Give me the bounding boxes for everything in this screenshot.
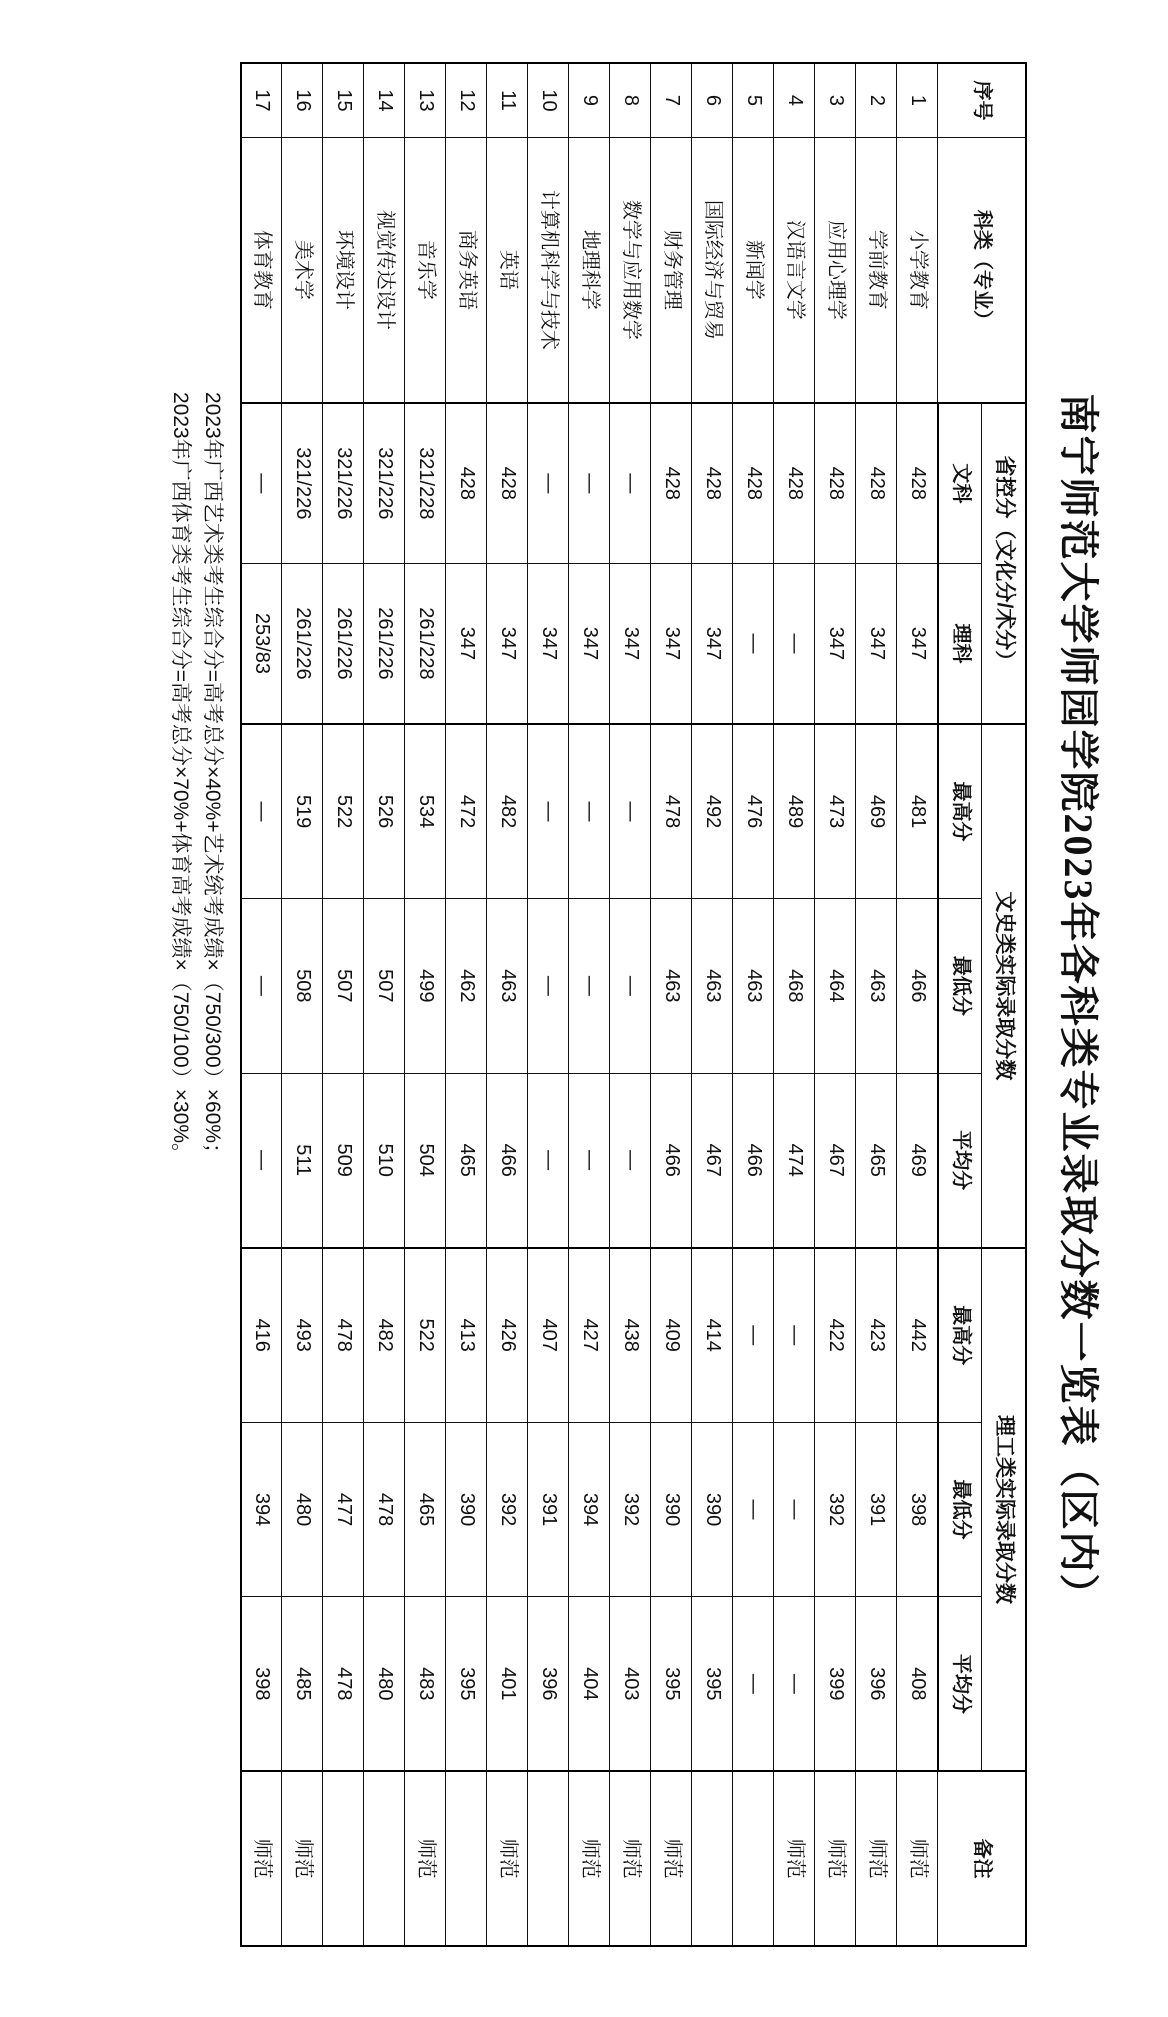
footnotes bbox=[165, 62, 228, 1947]
cell-liberal-min: 507 bbox=[364, 899, 405, 1074]
cell-science-max: 414 bbox=[692, 1248, 733, 1423]
cell-control-science: 347 bbox=[897, 563, 938, 724]
cell-note bbox=[528, 1771, 569, 1946]
cell-major: 汉语言文学 bbox=[774, 137, 815, 402]
cell-science-max: 426 bbox=[487, 1248, 528, 1423]
cell-liberal-min: 463 bbox=[733, 899, 774, 1074]
cell-liberal-min: 499 bbox=[405, 899, 446, 1074]
cell-major: 财务管理 bbox=[651, 137, 692, 402]
cell-liberal-max: 481 bbox=[897, 724, 938, 899]
cell-note: 师范 bbox=[569, 1771, 610, 1946]
cell-control-science: 347 bbox=[815, 563, 856, 724]
cell-note: 师范 bbox=[487, 1771, 528, 1946]
header-science-group: 理工类实际录取分数 bbox=[982, 1248, 1026, 1772]
cell-note: 师范 bbox=[774, 1771, 815, 1946]
cell-control-science: 261/228 bbox=[405, 563, 446, 724]
cell-liberal-min: 463 bbox=[856, 899, 897, 1074]
cell-liberal-avg: 466 bbox=[651, 1073, 692, 1248]
cell-science-min: 391 bbox=[856, 1422, 897, 1597]
cell-liberal-max: — bbox=[241, 724, 282, 899]
cell-control-liberal: 321/226 bbox=[282, 403, 323, 564]
cell-major: 新闻学 bbox=[733, 137, 774, 402]
cell-science-avg: 404 bbox=[569, 1597, 610, 1772]
cell-note bbox=[692, 1771, 733, 1946]
cell-index: 13 bbox=[405, 63, 446, 137]
cell-science-min: 394 bbox=[241, 1422, 282, 1597]
cell-control-liberal: 321/226 bbox=[364, 403, 405, 564]
table-row bbox=[692, 63, 733, 1946]
cell-note bbox=[364, 1771, 405, 1946]
cell-note: 师范 bbox=[815, 1771, 856, 1946]
cell-liberal-max: 534 bbox=[405, 724, 446, 899]
footnote-sports: 2023年广西体育类考生综合分=高考总分×70%+体育高考成绩×（750/100）×30%。 bbox=[169, 392, 193, 1165]
cell-science-avg: 396 bbox=[856, 1597, 897, 1772]
cell-control-liberal: 428 bbox=[815, 403, 856, 564]
header-science-max: 最高分 bbox=[938, 1248, 982, 1423]
cell-control-science: 347 bbox=[569, 563, 610, 724]
cell-science-max: 422 bbox=[815, 1248, 856, 1423]
table-row bbox=[774, 63, 815, 1946]
cell-liberal-avg: 504 bbox=[405, 1073, 446, 1248]
cell-control-science: 347 bbox=[610, 563, 651, 724]
cell-liberal-max: — bbox=[610, 724, 651, 899]
header-major: 科类（专业） bbox=[938, 137, 1026, 402]
header-control-score-group: 省控分（文化分/术分） bbox=[982, 403, 1026, 724]
cell-science-avg: 398 bbox=[241, 1597, 282, 1772]
cell-science-avg: 408 bbox=[897, 1597, 938, 1772]
table-row bbox=[241, 63, 282, 1946]
cell-control-science: 347 bbox=[487, 563, 528, 724]
cell-science-max: 478 bbox=[323, 1248, 364, 1423]
admission-scores-table bbox=[240, 62, 1027, 1947]
cell-science-min: 392 bbox=[815, 1422, 856, 1597]
cell-science-min: — bbox=[774, 1422, 815, 1597]
footnote-art: 2023年广西艺术类考生综合分=高考总分×40%+艺术统考成绩×（750/300）×60%； bbox=[201, 392, 224, 1165]
cell-index: 1 bbox=[897, 63, 938, 137]
cell-liberal-avg: — bbox=[610, 1073, 651, 1248]
cell-liberal-avg: 466 bbox=[733, 1073, 774, 1248]
cell-science-avg: 483 bbox=[405, 1597, 446, 1772]
table-row bbox=[815, 63, 856, 1946]
cell-index: 12 bbox=[446, 63, 487, 137]
cell-control-science: — bbox=[774, 563, 815, 724]
table-row bbox=[733, 63, 774, 1946]
cell-science-max: 442 bbox=[897, 1248, 938, 1423]
cell-liberal-avg: 466 bbox=[487, 1073, 528, 1248]
header-liberal-max: 最高分 bbox=[938, 724, 982, 899]
cell-science-avg: 485 bbox=[282, 1597, 323, 1772]
cell-note bbox=[446, 1771, 487, 1946]
cell-control-liberal: 428 bbox=[774, 403, 815, 564]
table-body bbox=[241, 63, 938, 1946]
cell-major: 视觉传达设计 bbox=[364, 137, 405, 402]
cell-liberal-max: 492 bbox=[692, 724, 733, 899]
cell-liberal-max: 469 bbox=[856, 724, 897, 899]
cell-liberal-max: 522 bbox=[323, 724, 364, 899]
header-note: 备注 bbox=[938, 1771, 1026, 1946]
cell-liberal-min: 464 bbox=[815, 899, 856, 1074]
cell-major: 英语 bbox=[487, 137, 528, 402]
cell-major: 数学与应用数学 bbox=[610, 137, 651, 402]
cell-science-max: 407 bbox=[528, 1248, 569, 1423]
table-row bbox=[569, 63, 610, 1946]
cell-science-min: 394 bbox=[569, 1422, 610, 1597]
cell-note: 师范 bbox=[241, 1771, 282, 1946]
cell-index: 4 bbox=[774, 63, 815, 137]
cell-liberal-min: — bbox=[241, 899, 282, 1074]
cell-major: 应用心理学 bbox=[815, 137, 856, 402]
cell-index: 17 bbox=[241, 63, 282, 137]
table-header bbox=[938, 63, 1026, 1946]
cell-liberal-avg: 467 bbox=[815, 1073, 856, 1248]
cell-science-max: 416 bbox=[241, 1248, 282, 1423]
table-header-row-group bbox=[982, 63, 1026, 1946]
cell-control-liberal: 321/226 bbox=[323, 403, 364, 564]
cell-science-max: 482 bbox=[364, 1248, 405, 1423]
cell-science-max: — bbox=[733, 1248, 774, 1423]
cell-index: 5 bbox=[733, 63, 774, 137]
cell-note: 师范 bbox=[651, 1771, 692, 1946]
header-index: 序号 bbox=[938, 63, 1026, 137]
cell-liberal-min: 463 bbox=[487, 899, 528, 1074]
cell-liberal-min: 468 bbox=[774, 899, 815, 1074]
cell-liberal-min: — bbox=[569, 899, 610, 1074]
cell-control-science: — bbox=[733, 563, 774, 724]
cell-control-liberal: — bbox=[569, 403, 610, 564]
cell-science-max: 493 bbox=[282, 1248, 323, 1423]
cell-science-avg: 401 bbox=[487, 1597, 528, 1772]
cell-index: 3 bbox=[815, 63, 856, 137]
cell-liberal-min: 463 bbox=[651, 899, 692, 1074]
cell-control-science: 261/226 bbox=[282, 563, 323, 724]
cell-liberal-avg: 474 bbox=[774, 1073, 815, 1248]
cell-control-liberal: 428 bbox=[692, 403, 733, 564]
cell-liberal-min: 508 bbox=[282, 899, 323, 1074]
cell-major: 音乐学 bbox=[405, 137, 446, 402]
table-row bbox=[610, 63, 651, 1946]
cell-science-min: 392 bbox=[487, 1422, 528, 1597]
cell-control-science: 347 bbox=[692, 563, 733, 724]
table-row bbox=[364, 63, 405, 1946]
header-control-liberal: 文科 bbox=[938, 403, 982, 564]
cell-science-avg: 395 bbox=[446, 1597, 487, 1772]
cell-science-avg: 403 bbox=[610, 1597, 651, 1772]
cell-index: 10 bbox=[528, 63, 569, 137]
cell-index: 11 bbox=[487, 63, 528, 137]
cell-note bbox=[323, 1771, 364, 1946]
cell-science-min: 390 bbox=[692, 1422, 733, 1597]
cell-science-max: 423 bbox=[856, 1248, 897, 1423]
table-row bbox=[405, 63, 446, 1946]
cell-liberal-min: 466 bbox=[897, 899, 938, 1074]
table-row bbox=[528, 63, 569, 1946]
cell-control-science: 347 bbox=[528, 563, 569, 724]
cell-liberal-max: 482 bbox=[487, 724, 528, 899]
page-title: 南宁师范大学师园学院2023年各科类专业录取分数一览表（区内） bbox=[1056, 393, 1101, 1616]
cell-control-science: 253/83 bbox=[241, 563, 282, 724]
cell-liberal-avg: — bbox=[569, 1073, 610, 1248]
cell-index: 7 bbox=[651, 63, 692, 137]
cell-control-science: 261/226 bbox=[364, 563, 405, 724]
cell-control-liberal: — bbox=[528, 403, 569, 564]
cell-major: 体育教育 bbox=[241, 137, 282, 402]
cell-major: 小学教育 bbox=[897, 137, 938, 402]
cell-liberal-avg: 465 bbox=[446, 1073, 487, 1248]
cell-science-min: 391 bbox=[528, 1422, 569, 1597]
cell-note: 师范 bbox=[856, 1771, 897, 1946]
cell-index: 8 bbox=[610, 63, 651, 137]
table-row bbox=[446, 63, 487, 1946]
cell-science-avg: — bbox=[733, 1597, 774, 1772]
cell-science-min: 478 bbox=[364, 1422, 405, 1597]
cell-control-liberal: 428 bbox=[733, 403, 774, 564]
cell-control-liberal: 428 bbox=[651, 403, 692, 564]
cell-major: 地理科学 bbox=[569, 137, 610, 402]
cell-note: 师范 bbox=[282, 1771, 323, 1946]
header-liberal-avg: 平均分 bbox=[938, 1073, 982, 1248]
cell-index: 9 bbox=[569, 63, 610, 137]
cell-liberal-max: 526 bbox=[364, 724, 405, 899]
cell-science-avg: 396 bbox=[528, 1597, 569, 1772]
cell-index: 6 bbox=[692, 63, 733, 137]
cell-science-min: 477 bbox=[323, 1422, 364, 1597]
cell-science-min: 398 bbox=[897, 1422, 938, 1597]
cell-index: 15 bbox=[323, 63, 364, 137]
cell-science-min: — bbox=[733, 1422, 774, 1597]
cell-science-max: 409 bbox=[651, 1248, 692, 1423]
cell-liberal-max: 473 bbox=[815, 724, 856, 899]
cell-control-science: 261/226 bbox=[323, 563, 364, 724]
cell-major: 学前教育 bbox=[856, 137, 897, 402]
header-control-science: 理科 bbox=[938, 563, 982, 724]
cell-control-liberal: 428 bbox=[487, 403, 528, 564]
cell-control-liberal: — bbox=[241, 403, 282, 564]
cell-liberal-avg: 510 bbox=[364, 1073, 405, 1248]
cell-liberal-min: 462 bbox=[446, 899, 487, 1074]
cell-liberal-avg: — bbox=[241, 1073, 282, 1248]
cell-liberal-avg: 511 bbox=[282, 1073, 323, 1248]
cell-liberal-avg: 469 bbox=[897, 1073, 938, 1248]
cell-control-liberal: 321/228 bbox=[405, 403, 446, 564]
cell-science-min: 392 bbox=[610, 1422, 651, 1597]
cell-science-avg: — bbox=[774, 1597, 815, 1772]
cell-note bbox=[733, 1771, 774, 1946]
cell-note: 师范 bbox=[405, 1771, 446, 1946]
header-liberal-min: 最低分 bbox=[938, 899, 982, 1074]
cell-liberal-max: 519 bbox=[282, 724, 323, 899]
cell-major: 国际经济与贸易 bbox=[692, 137, 733, 402]
header-science-min: 最低分 bbox=[938, 1422, 982, 1597]
cell-liberal-max: — bbox=[569, 724, 610, 899]
cell-science-min: 390 bbox=[651, 1422, 692, 1597]
cell-liberal-max: — bbox=[528, 724, 569, 899]
table-row bbox=[323, 63, 364, 1946]
cell-science-min: 390 bbox=[446, 1422, 487, 1597]
cell-major: 商务英语 bbox=[446, 137, 487, 402]
cell-control-liberal: 428 bbox=[446, 403, 487, 564]
table-row bbox=[651, 63, 692, 1946]
header-liberal-arts-group: 文史类实际录取分数 bbox=[982, 724, 1026, 1248]
cell-index: 2 bbox=[856, 63, 897, 137]
cell-liberal-avg: — bbox=[528, 1073, 569, 1248]
cell-major: 环境设计 bbox=[323, 137, 364, 402]
cell-control-science: 347 bbox=[651, 563, 692, 724]
cell-liberal-avg: 467 bbox=[692, 1073, 733, 1248]
cell-liberal-max: 476 bbox=[733, 724, 774, 899]
cell-science-avg: 399 bbox=[815, 1597, 856, 1772]
cell-liberal-min: 507 bbox=[323, 899, 364, 1074]
cell-index: 14 bbox=[364, 63, 405, 137]
cell-science-avg: 478 bbox=[323, 1597, 364, 1772]
cell-science-min: 465 bbox=[405, 1422, 446, 1597]
cell-control-liberal: — bbox=[610, 403, 651, 564]
cell-liberal-max: 472 bbox=[446, 724, 487, 899]
cell-science-max: 427 bbox=[569, 1248, 610, 1423]
cell-major: 计算机科学与技术 bbox=[528, 137, 569, 402]
table-row bbox=[487, 63, 528, 1946]
cell-note: 师范 bbox=[610, 1771, 651, 1946]
table-row bbox=[856, 63, 897, 1946]
cell-science-max: 413 bbox=[446, 1248, 487, 1423]
cell-science-avg: 480 bbox=[364, 1597, 405, 1772]
cell-liberal-avg: 465 bbox=[856, 1073, 897, 1248]
cell-control-liberal: 428 bbox=[897, 403, 938, 564]
cell-science-avg: 395 bbox=[651, 1597, 692, 1772]
cell-control-science: 347 bbox=[446, 563, 487, 724]
cell-liberal-max: 478 bbox=[651, 724, 692, 899]
table-row bbox=[282, 63, 323, 1946]
cell-control-science: 347 bbox=[856, 563, 897, 724]
cell-liberal-max: 489 bbox=[774, 724, 815, 899]
cell-control-liberal: 428 bbox=[856, 403, 897, 564]
cell-science-max: 522 bbox=[405, 1248, 446, 1423]
cell-science-max: 438 bbox=[610, 1248, 651, 1423]
cell-science-min: 480 bbox=[282, 1422, 323, 1597]
header-science-avg: 平均分 bbox=[938, 1597, 982, 1772]
cell-science-max: — bbox=[774, 1248, 815, 1423]
cell-note: 师范 bbox=[897, 1771, 938, 1946]
table-row bbox=[897, 63, 938, 1946]
cell-science-avg: 395 bbox=[692, 1597, 733, 1772]
cell-index: 16 bbox=[282, 63, 323, 137]
cell-liberal-min: — bbox=[528, 899, 569, 1074]
cell-liberal-avg: 509 bbox=[323, 1073, 364, 1248]
cell-liberal-min: — bbox=[610, 899, 651, 1074]
cell-major: 美术学 bbox=[282, 137, 323, 402]
cell-liberal-min: 463 bbox=[692, 899, 733, 1074]
